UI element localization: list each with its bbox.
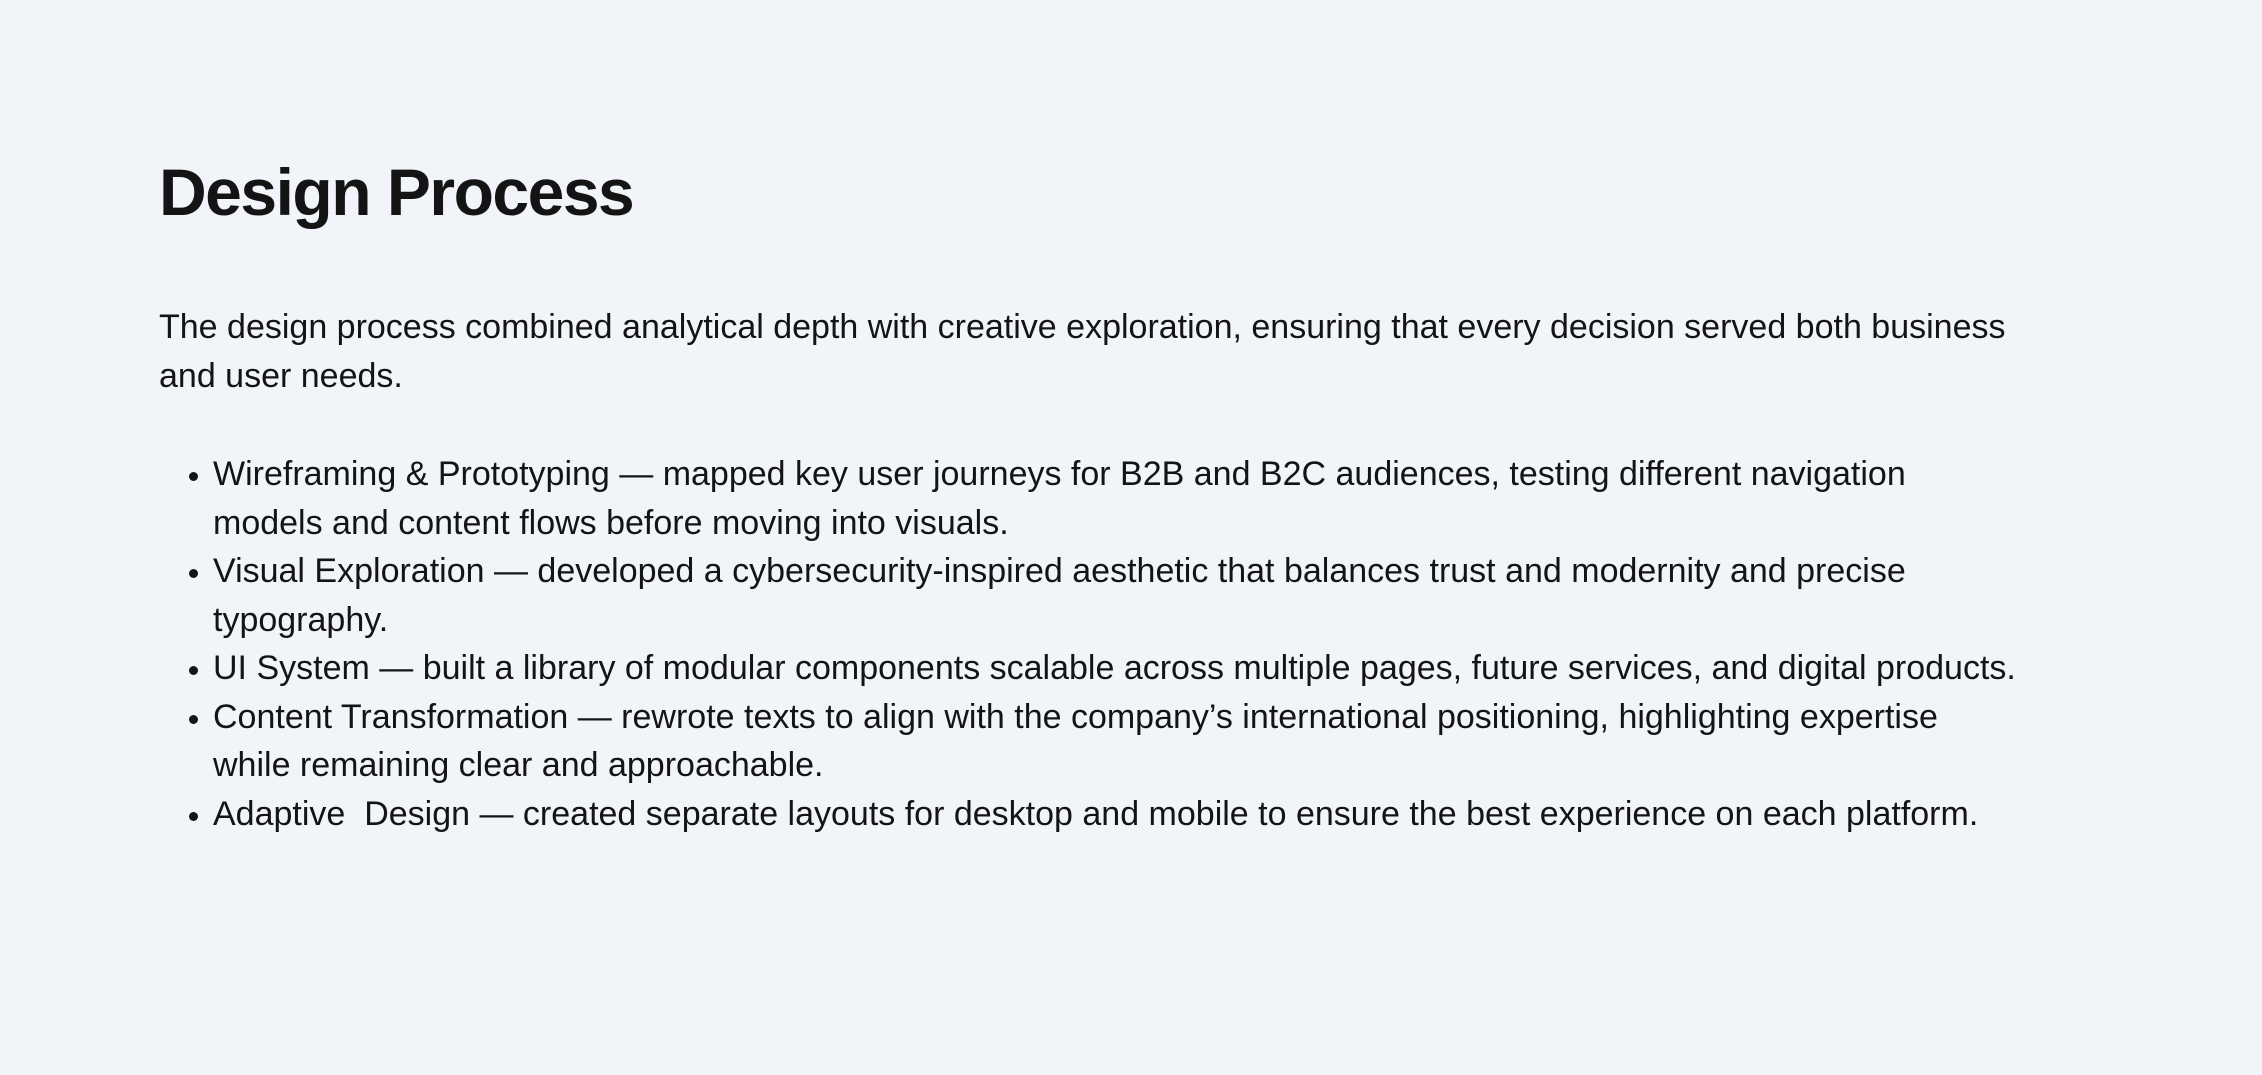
list-item: • UI System — built a library of modular components scalable across multiple pages, future services, and digital products. bbox=[213, 644, 2019, 693]
list-item: • Wireframing & Prototyping — mapped key user journeys for B2B and B2C audiences, testing different navigation models and content flows before moving into visuals. bbox=[213, 450, 2019, 547]
list-item: • Adaptive Design — created separate layouts for desktop and mobile to ensure the best experience on each platform. bbox=[213, 790, 2019, 839]
intro-paragraph: The design process combined analytical depth with creative exploration, ensuring that every decision served both business and user needs. bbox=[159, 308, 2015, 395]
page-title: Design Process bbox=[159, 155, 634, 229]
list-item: • Visual Exploration — developed a cybersecurity-inspired aesthetic that balances trust and modernity and precise typography. bbox=[213, 547, 2019, 644]
list-item: • Content Transformation — rewrote texts to align with the company’s international positioning, highlighting expertise while remaining clear and approachable. bbox=[213, 693, 2019, 790]
process-list bbox=[159, 450, 2019, 838]
